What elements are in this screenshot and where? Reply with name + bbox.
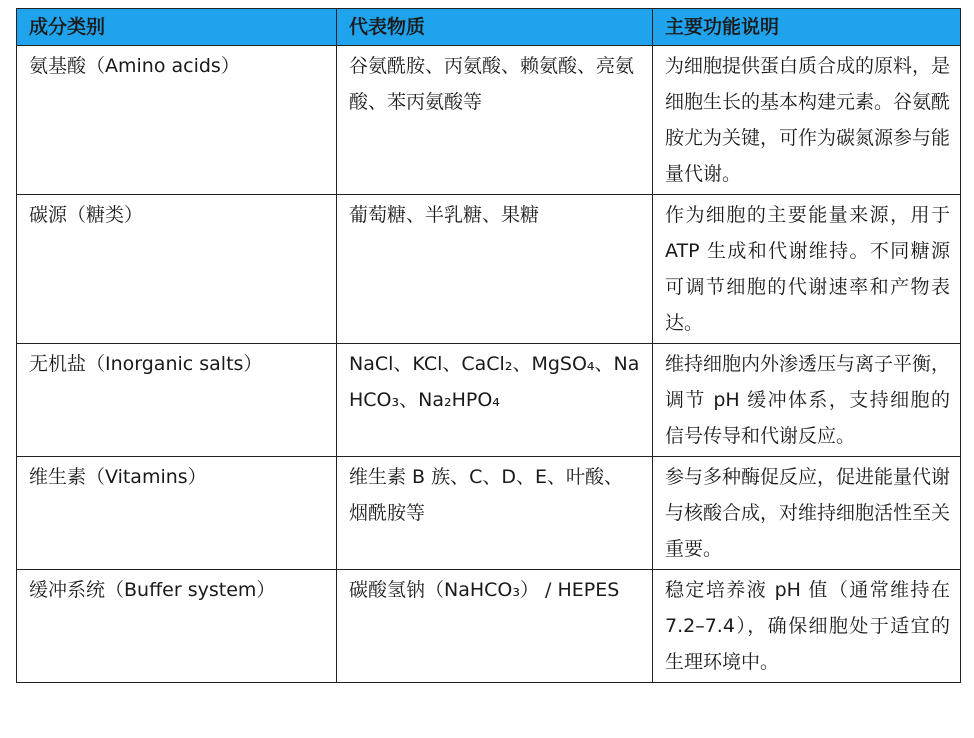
table-row — [17, 457, 961, 570]
table-row — [17, 195, 961, 344]
function-cell: 作为细胞的主要能量来源，用于 ATP 生成和代谢维持。不同糖源可调节细胞的代谢速率和产物表达。 — [653, 195, 961, 344]
header-substances: 代表物质 — [337, 9, 653, 46]
category-cell: 碳源（糖类） — [17, 195, 337, 344]
category-cell: 氨基酸（Amino acids） — [17, 46, 337, 195]
table-body — [17, 46, 961, 683]
function-cell: 为细胞提供蛋白质合成的原料，是细胞生长的基本构建元素。谷氨酰胺尤为关键，可作为碳氮源参与能量代谢。 — [653, 46, 961, 195]
function-cell: 参与多种酶促反应，促进能量代谢与核酸合成，对维持细胞活性至关重要。 — [653, 457, 961, 570]
substances-cell: 葡萄糖、半乳糖、果糖 — [337, 195, 653, 344]
table-row — [17, 46, 961, 195]
substances-cell: 维生素 B 族、C、D、E、叶酸、烟酰胺等 — [337, 457, 653, 570]
category-cell: 无机盐（Inorganic salts） — [17, 344, 337, 457]
substances-cell: 谷氨酰胺、丙氨酸、赖氨酸、亮氨酸、苯丙氨酸等 — [337, 46, 653, 195]
function-cell: 维持细胞内外渗透压与离子平衡，调节 pH 缓冲体系，支持细胞的信号传导和代谢反应。 — [653, 344, 961, 457]
table-row — [17, 344, 961, 457]
category-cell: 维生素（Vitamins） — [17, 457, 337, 570]
category-cell: 缓冲系统（Buffer system） — [17, 570, 337, 683]
header-function: 主要功能说明 — [653, 9, 961, 46]
table-header — [17, 9, 961, 46]
component-table — [16, 8, 961, 683]
header-category: 成分类别 — [17, 9, 337, 46]
table-row — [17, 570, 961, 683]
header-row — [17, 9, 961, 46]
function-cell: 稳定培养液 pH 值（通常维持在 7.2–7.4），确保细胞处于适宜的生理环境中。 — [653, 570, 961, 683]
substances-cell: NaCl、KCl、CaCl₂、MgSO₄、NaHCO₃、Na₂HPO₄ — [337, 344, 653, 457]
substances-cell: 碳酸氢钠（NaHCO₃） / HEPES — [337, 570, 653, 683]
